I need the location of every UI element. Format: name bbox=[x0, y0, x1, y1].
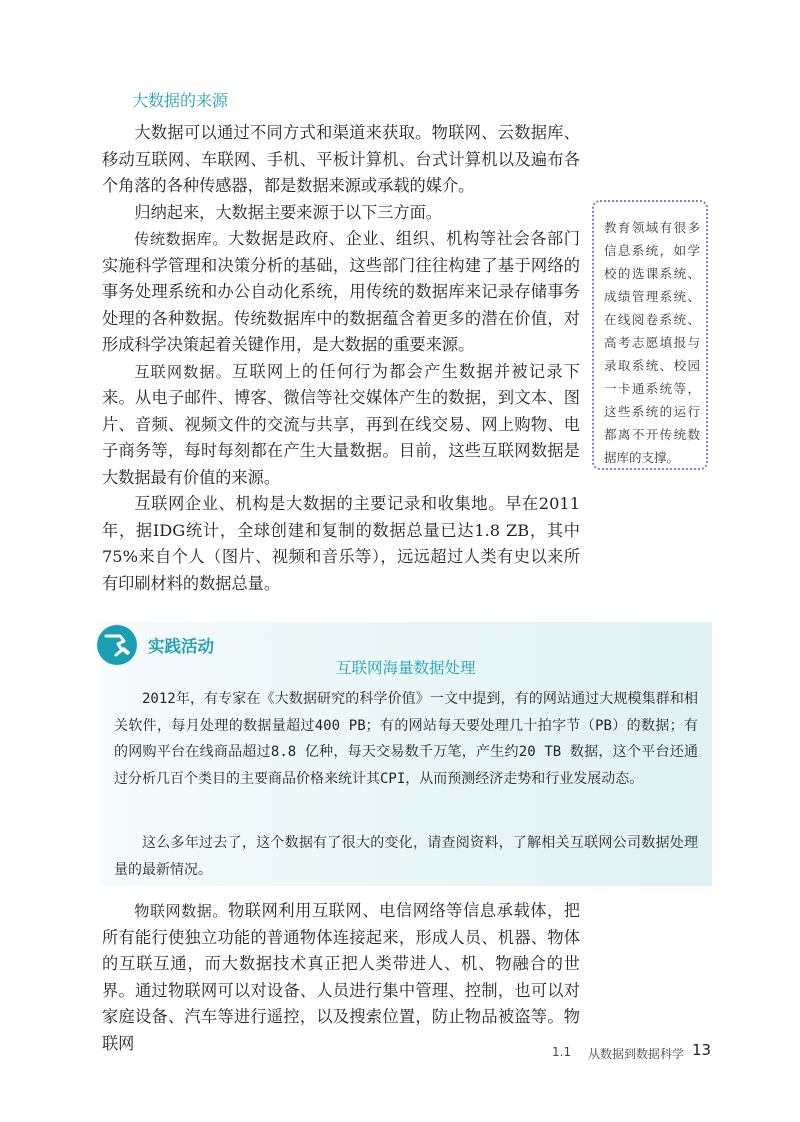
activity-paragraph-2-text: 这么多年过去了，这个数据有了很大的变化，请查阅资料，了解相关互联网公司数据处理量的最新情况。 bbox=[114, 835, 698, 878]
practice-activity-icon bbox=[96, 624, 138, 666]
summary-paragraph: 归纳起来，大数据主要来源于以下三方面。 bbox=[134, 202, 442, 222]
activity-paragraph-1-text: 2012年，有专家在《大数据研究的科学价值》一文中提到，有的网站通过大规模集群和相关软件，每月处理的数据量超过400 PB；有的网站每天要处理几十拍字节（PB）的数据；有的网购平台在线商品超过8.8 亿种，每天交易数千万笔，产生约20 TB 数据，这个平台还通过分析几百个类目的主要商品价格来统计其CPI，从而预测经济走势和行业发展动态。 bbox=[114, 691, 698, 787]
traditional-db-paragraph bbox=[102, 226, 580, 359]
internet-data-paragraph bbox=[102, 359, 580, 492]
activity-paragraph-2 bbox=[114, 830, 698, 883]
iot-paragraph bbox=[102, 898, 580, 1057]
section-heading: 大数据的来源 bbox=[132, 91, 229, 110]
footer-section-number: 1.1 bbox=[552, 1045, 572, 1059]
activity-title: 实践活动 bbox=[148, 637, 214, 656]
intro-paragraph: 大数据可以通过不同方式和渠道来获取。物联网、云数据库、移动互联网、车联网、手机、平板计算机、台式计算机以及遍布各个角落的各种传感器，都是数据来源或承载的媒介。 bbox=[102, 123, 580, 195]
activity-subtitle: 互联网海量数据处理 bbox=[336, 659, 476, 677]
iot-term: 物联网数据。 bbox=[134, 902, 229, 920]
internet-data-term: 互联网数据。 bbox=[134, 362, 233, 381]
iot-block bbox=[102, 898, 580, 1057]
internet-data-text: 互联网上的任何行为都会产生数据并被记录下来。从电子邮件、博客、微信等社交媒体产生的数据，到文本、图片、音频、视频文件的交流与共享，再到在线交易、网上购物、电子商务等，每时每刻都在产生大量数据。目前，这些互联网数据是大数据最有价值的来源。 bbox=[102, 361, 580, 487]
sidenote-box: 教育领域有很多信息系统，如学校的选课系统、成绩管理系统、在线阅卷系统、高考志愿填报与录取系统、校园一卡通系统等，这些系统的运行都离不开传统数据库的支撑。 bbox=[592, 200, 708, 470]
page-number: 13 bbox=[692, 1041, 712, 1059]
traditional-db-text: 大数据是政府、企业、组织、机构等社会各部门实施科学管理和决策分析的基础，这些部门往往构建了基于网络的事务处理系统和办公自动化系统，用传统的数据库来记录存储事务处理的各种数据。传统数据库中的数据蕴含着更多的潜在价值，对形成科学决策起着关键作用，是大数据的重要来源。 bbox=[102, 229, 580, 354]
activity-paragraph-1 bbox=[114, 686, 698, 792]
internet-companies-paragraph: 互联网企业、机构是大数据的主要记录和收集地。早在2011年，据IDG统计，全球创建和复制的数据总量已达1.8 ZB，其中75%来自个人（图片、视频和音乐等），远远超过人类有史以来所有印刷材料的数据总量。 bbox=[102, 494, 580, 593]
intro-block bbox=[102, 120, 580, 597]
traditional-db-term: 传统数据库。 bbox=[134, 230, 229, 248]
footer-section-title: 从数据到数据科学 bbox=[588, 1047, 685, 1061]
iot-text: 物联网利用互联网、电信网络等信息承载体，把所有能行使独立功能的普通物体连接起来，形成人员、机器、物体的互联互通，而大数据技术真正把人类带进人、机、物融合的世界。通过物联网可以对设备、人员进行集中管理、控制，也可以对家庭设备、汽车等进行遥控，以及搜索位置，防止物品被盗等。物联网 bbox=[102, 901, 580, 1053]
